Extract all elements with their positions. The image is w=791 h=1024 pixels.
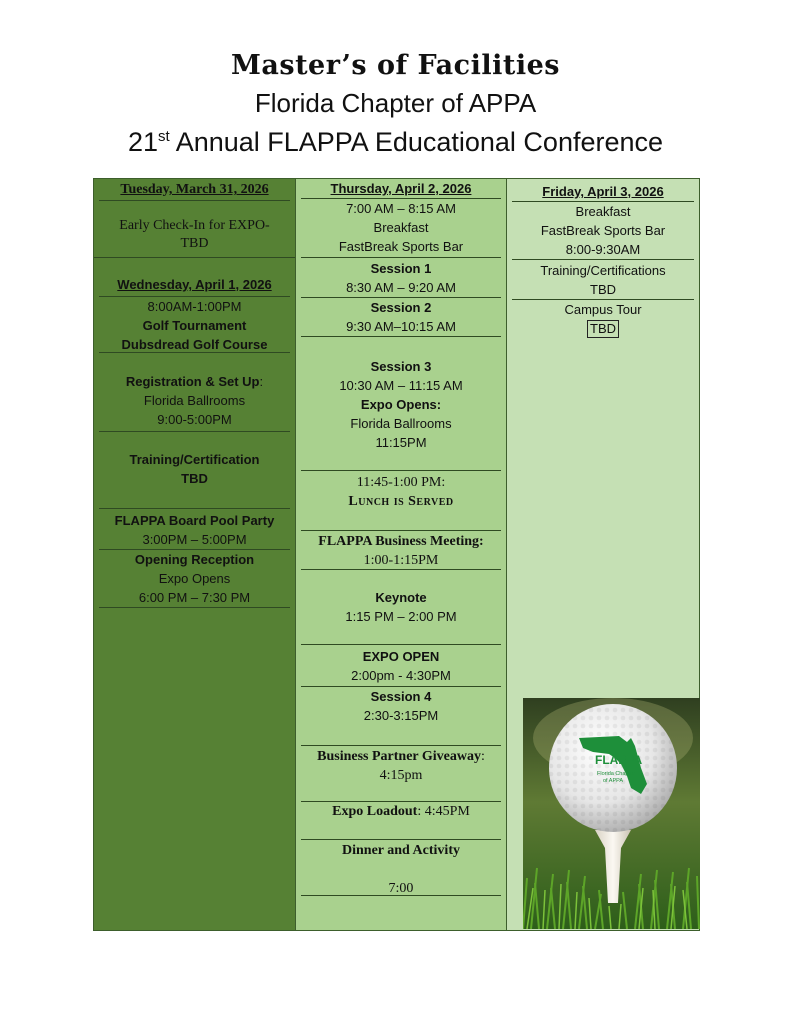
wednesday-date: Wednesday, April 1, 2026 — [117, 277, 272, 292]
registration-colon: : — [259, 374, 264, 389]
golf-location: Dubsdread Golf Course — [121, 337, 268, 352]
friday-training-tbd: TBD — [590, 282, 616, 297]
session3-time: 10:30 AM – 11:15 AM — [339, 378, 463, 393]
training-tbd: TBD — [181, 471, 208, 486]
keynote-title: Keynote — [375, 590, 427, 605]
campus-tour-tbd: TBD — [587, 320, 619, 338]
chapter-name: Florida Chapter of APPA — [254, 88, 537, 118]
giveaway-cell — [301, 746, 501, 802]
golf-time: 8:00AM-1:00PM — [147, 299, 242, 314]
pool-party-title: FLAPPA Board Pool Party — [114, 513, 275, 528]
giveaway-title: Business Partner Giveaway — [317, 749, 481, 764]
logo-sub2: of APPA — [603, 778, 624, 784]
conference-name — [0, 122, 791, 162]
expo-open-title: EXPO OPEN — [362, 649, 440, 664]
session1-cell — [301, 258, 501, 298]
friday-breakfast-label: Breakfast — [575, 204, 631, 219]
registration-cell — [99, 353, 290, 432]
conference-number: 21 — [127, 127, 159, 157]
wednesday-date-heading — [99, 275, 290, 297]
friday-date-heading — [512, 182, 694, 202]
loadout-time: : 4:45PM — [417, 804, 470, 819]
schedule-column-tue-wed — [94, 179, 296, 930]
friday-breakfast-time: 8:00-9:30AM — [565, 242, 641, 257]
session3-expo: Expo Opens: — [360, 397, 442, 412]
business-meeting-time: 1:00-1:15PM — [363, 553, 439, 568]
friday-date: Friday, April 3, 2026 — [542, 184, 664, 199]
lunch-cell — [301, 471, 501, 531]
session4-title: Session 4 — [370, 689, 432, 704]
campus-tour-title: Campus Tour — [564, 302, 642, 317]
breakfast-place: FastBreak Sports Bar — [338, 239, 464, 254]
friday-breakfast-place: FastBreak Sports Bar — [540, 223, 666, 238]
dinner-time: 7:00 — [388, 881, 414, 896]
lunch-time: 11:45-1:00 PM: — [356, 475, 446, 490]
golf-tournament-cell — [99, 297, 290, 353]
session2-time: 9:30 AM–10:15 AM — [346, 319, 456, 334]
thursday-breakfast-cell — [301, 199, 501, 258]
giveaway-colon: : — [480, 749, 485, 764]
pool-party-time: 3:00PM – 5:00PM — [142, 532, 247, 547]
breakfast-label: Breakfast — [373, 220, 429, 235]
tuesday-date-heading — [99, 179, 290, 201]
campus-tour-cell — [512, 300, 694, 344]
friday-training-title: Training/Certifications — [540, 263, 666, 278]
early-checkin-line1: Early Check-In for EXPO- — [119, 218, 270, 233]
training-cell — [99, 432, 290, 509]
conference-ordinal: st — [158, 128, 170, 145]
business-meeting-cell — [301, 531, 501, 570]
registration-time: 9:00-5:00PM — [157, 412, 232, 427]
dinner-title: Dinner and Activity — [342, 843, 460, 858]
opening-reception-cell — [99, 550, 290, 608]
tuesday-date: Tuesday, March 31, 2026 — [120, 182, 269, 197]
logo-flappa: FLAPPA — [595, 753, 643, 767]
session4-time: 2:30-3:15PM — [363, 708, 439, 723]
dinner-cell — [301, 840, 501, 896]
session3-place: Florida Ballrooms — [350, 416, 452, 431]
schedule-column-thursday — [296, 179, 507, 930]
loadout-title: Expo Loadout — [332, 804, 418, 819]
session1-title: Session 1 — [370, 261, 432, 276]
session3-expo-time: 11:15PM — [375, 435, 427, 450]
registration-label: Registration & Set Up — [125, 374, 260, 389]
session2-title: Session 2 — [370, 300, 432, 315]
registration-location: Florida Ballrooms — [143, 393, 246, 408]
friday-training-cell — [512, 260, 694, 300]
session1-time: 8:30 AM – 9:20 AM — [346, 280, 456, 295]
early-checkin-cell — [99, 201, 290, 257]
golf-ball-image — [523, 698, 700, 929]
reception-title: Opening Reception — [134, 552, 255, 567]
golf-event: Golf Tournament — [142, 318, 247, 333]
thursday-date-heading — [301, 179, 501, 199]
document-title: Master’s of Facilities — [231, 50, 560, 81]
keynote-cell — [301, 570, 501, 645]
training-title: Training/Certification — [129, 452, 260, 467]
reception-sub: Expo Opens — [158, 571, 231, 586]
conference-title-rest: Annual FLAPPA Educational Conference — [169, 127, 664, 157]
loadout-cell — [301, 802, 501, 840]
session3-title: Session 3 — [370, 359, 432, 374]
keynote-time: 1:15 PM – 2:00 PM — [345, 609, 457, 624]
expo-open-time: 2:00pm - 4:30PM — [351, 668, 451, 683]
thursday-date: Thursday, April 2, 2026 — [330, 181, 472, 196]
session3-cell — [301, 337, 501, 471]
logo-sub1: Florida Chapter — [597, 771, 635, 777]
pool-party-cell — [99, 509, 290, 550]
friday-breakfast-cell — [512, 202, 694, 260]
divider — [94, 257, 295, 258]
breakfast-time: 7:00 AM – 8:15 AM — [346, 201, 456, 216]
expo-open-cell — [301, 645, 501, 687]
session4-cell — [301, 687, 501, 746]
early-checkin-line2: TBD — [180, 236, 209, 251]
session2-cell — [301, 298, 501, 337]
lunch-label: Lunch is Served — [348, 494, 454, 509]
document-header — [0, 48, 791, 162]
giveaway-time: 4:15pm — [379, 768, 423, 783]
reception-time: 6:00 PM – 7:30 PM — [138, 590, 251, 605]
business-meeting-title: FLAPPA Business Meeting: — [318, 534, 484, 549]
